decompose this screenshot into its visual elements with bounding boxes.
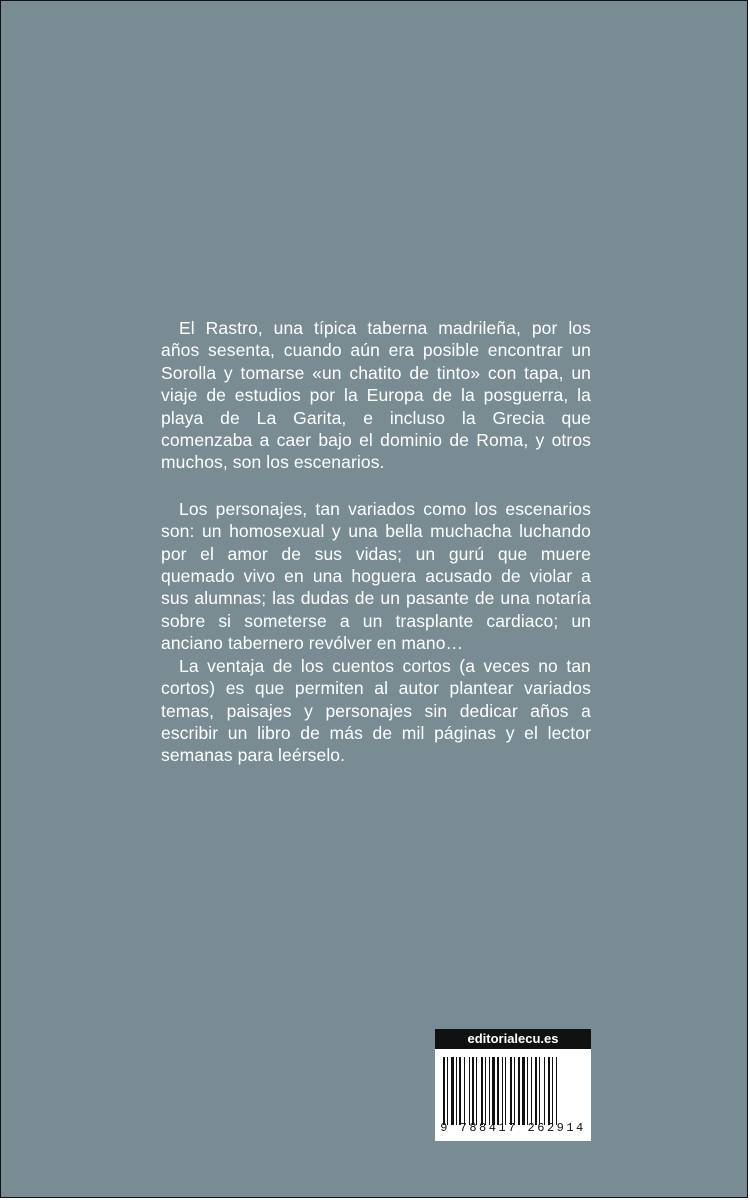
publisher-website: editorialecu.es xyxy=(435,1029,591,1049)
barcode-bar xyxy=(535,1057,537,1125)
barcode-bar xyxy=(502,1057,503,1125)
barcode-bar xyxy=(505,1057,506,1125)
barcode-bar xyxy=(456,1057,457,1125)
barcode-bar xyxy=(472,1057,474,1125)
barcode-bar xyxy=(556,1057,557,1125)
barcode-bar xyxy=(459,1057,461,1125)
barcode-bar xyxy=(522,1057,525,1125)
barcode-bar xyxy=(544,1057,545,1125)
barcode-bars-graphic xyxy=(443,1057,583,1125)
barcode-bar xyxy=(497,1057,499,1125)
synopsis-paragraph-2: Los personajes, tan variados como los escenarios son: un homosexual y una bella muchacha luchando por el amor de sus vidas; un gurú que muere quemado vivo en una hoguera acusado de violar a sus alumnas; las dudas de un pasante de una notaría sobre si someterse a un trasplante cardiaco; un anciano tabernero revólver en mano… xyxy=(161,498,591,654)
barcode-bar xyxy=(476,1057,477,1125)
barcode-bar xyxy=(492,1057,495,1125)
barcode-bar xyxy=(514,1057,515,1125)
isbn-number: 9 788417 262914 xyxy=(440,1121,586,1135)
barcode-bar xyxy=(531,1057,532,1125)
barcode-bar xyxy=(548,1057,550,1125)
barcode-bar xyxy=(464,1057,465,1125)
barcode-bar xyxy=(552,1057,553,1125)
synopsis-paragraph-3: La ventaja de los cuentos cortos (a veces no tan cortos) es que permiten al autor plantear variados temas, paisajes y personajes sin dedicar años a escribir un libro de más de mil páginas y el lector semanas para leérselo. xyxy=(161,655,591,766)
barcode-bar xyxy=(485,1057,486,1125)
synopsis-paragraph-1: El Rastro, una típica taberna madrileña, por los años sesenta, cuando aún era posible encontrar un Sorolla y tomarse «un chatito de tinto» con tapa, un viaje de estudios por la Europa de la posguerra, la playa de La Garita, e incluso la Grecia que comenzaba a caer bajo el dominio de Roma, y otros muchos, son los escenarios. xyxy=(161,318,591,473)
synopsis-text xyxy=(161,317,591,767)
barcode-bar xyxy=(481,1057,483,1125)
barcode-bar xyxy=(527,1057,528,1125)
barcode-bar xyxy=(443,1057,445,1125)
barcode-bar xyxy=(518,1057,520,1125)
barcode-bar xyxy=(539,1057,540,1125)
barcode-bar xyxy=(489,1057,490,1125)
barcode-bar xyxy=(469,1057,470,1125)
isbn-barcode xyxy=(435,1029,591,1141)
barcode-bar xyxy=(451,1057,454,1125)
barcode-bar xyxy=(447,1057,448,1125)
barcode-bar xyxy=(510,1057,512,1125)
